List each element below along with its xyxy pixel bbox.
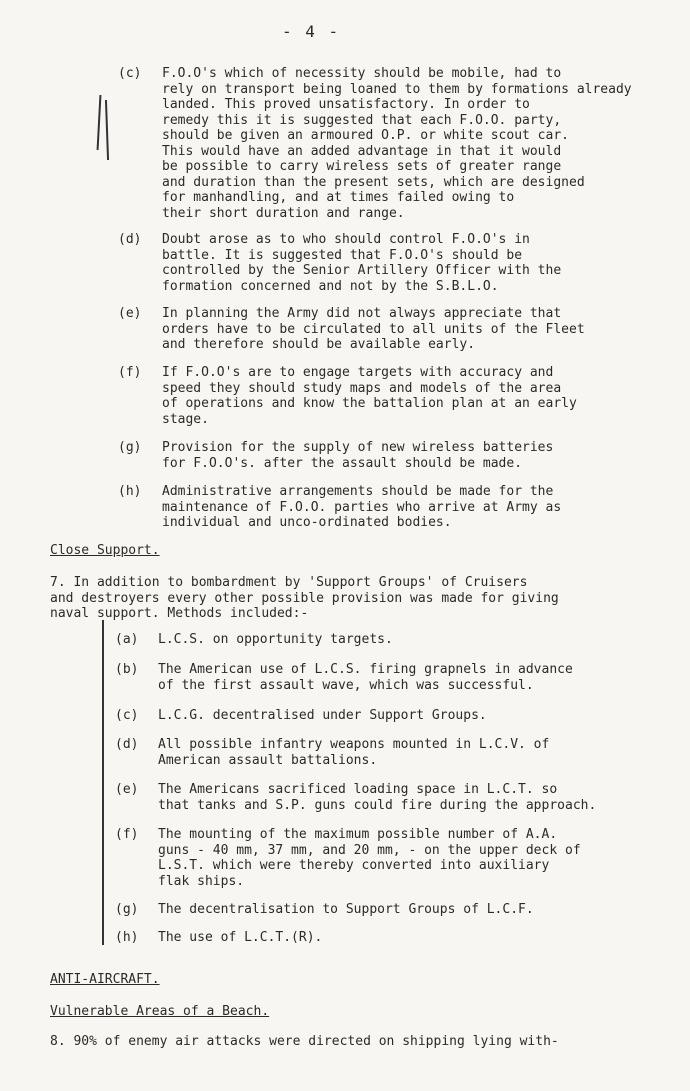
paragraph-7: 7. In addition to bombardment by 'Support Groups' of Cruisers and destroyers every other possible provision was made for giving naval support. Methods included:- bbox=[50, 575, 559, 621]
item-label: (d) bbox=[118, 232, 142, 247]
list-item bbox=[115, 930, 615, 946]
list-item bbox=[118, 306, 638, 353]
list-item bbox=[118, 484, 638, 531]
item-text: The decentralisation to Support Groups of L.C.F. bbox=[158, 902, 534, 917]
item-text: Administrative arrangements should be made for the maintenance of F.O.O. parties who arrive at Army as individual and unco-ordinated bodies. bbox=[162, 484, 562, 530]
list-item bbox=[115, 737, 615, 768]
item-text: All possible infantry weapons mounted in L.C.V. of American assault battalions. bbox=[158, 737, 550, 768]
item-text: The American use of L.C.S. firing grapnels in advance of the first assault wave, which was successful. bbox=[158, 662, 573, 693]
vulnerable-areas-heading: Vulnerable Areas of a Beach. bbox=[50, 1004, 270, 1019]
item-text: The use of L.C.T.(R). bbox=[158, 930, 323, 945]
item-label: (f) bbox=[118, 365, 142, 380]
page-number: - 4 - bbox=[282, 22, 341, 41]
close-support-heading: Close Support. bbox=[50, 543, 160, 558]
item-label: (c) bbox=[118, 66, 142, 81]
list-item bbox=[118, 365, 638, 427]
item-label: (h) bbox=[115, 930, 139, 945]
anti-aircraft-heading: ANTI-AIRCRAFT. bbox=[50, 972, 160, 987]
item-label: (c) bbox=[115, 708, 139, 723]
margin-mark bbox=[105, 100, 109, 160]
item-label: (g) bbox=[118, 440, 142, 455]
list-item bbox=[115, 782, 615, 813]
margin-mark bbox=[102, 620, 104, 945]
item-label: (a) bbox=[115, 632, 139, 647]
item-label: (b) bbox=[115, 662, 139, 677]
paragraph-8: 8. 90% of enemy air attacks were directed on shipping lying with- bbox=[50, 1034, 559, 1049]
item-label: (e) bbox=[115, 782, 139, 797]
item-label: (d) bbox=[115, 737, 139, 752]
item-text: If F.O.O's are to engage targets with accuracy and speed they should study maps and models of the area of operations and know the battalion plan at an early stage. bbox=[162, 365, 577, 427]
item-text: Doubt arose as to who should control F.O.O's in battle. It is suggested that F.O.O's should be controlled by the Senior Artillery Officer with the formation concerned and not by the S.B.L.O. bbox=[162, 232, 562, 294]
item-text: Provision for the supply of new wireless batteries for F.O.O's. after the assault should be made. bbox=[162, 440, 554, 471]
item-text: In planning the Army did not always appreciate that orders have to be circulated to all units of the Fleet and therefore should be available early. bbox=[162, 306, 585, 352]
list-item bbox=[115, 632, 615, 648]
item-text: L.C.G. decentralised under Support Groups. bbox=[158, 708, 487, 723]
item-label: (h) bbox=[118, 484, 142, 499]
item-label: (f) bbox=[115, 827, 139, 842]
item-text: L.C.S. on opportunity targets. bbox=[158, 632, 393, 647]
item-label: (g) bbox=[115, 902, 139, 917]
margin-mark bbox=[97, 95, 101, 150]
item-label: (e) bbox=[118, 306, 142, 321]
item-text: F.O.O's which of necessity should be mobile, had to rely on transport being loaned to them by formations already landed. This proved unsatisfactory. In order to remedy this it is suggested that each F.O.O. party, should be given an armoured O.P. or white scout car. This would have an added advantage in that it would be possible to carry wireless sets of greater range and duration than the present sets, which are designed for manhandling, and at times failed owing to their short duration and range. bbox=[162, 66, 632, 221]
list-item bbox=[115, 902, 615, 918]
item-text: The Americans sacrificed loading space in L.C.T. so that tanks and S.P. guns could fire during the approach. bbox=[158, 782, 597, 813]
list-item bbox=[118, 232, 638, 294]
list-item bbox=[115, 827, 615, 889]
list-item bbox=[115, 662, 615, 693]
item-text: The mounting of the maximum possible number of A.A. guns - 40 mm, 37 mm, and 20 mm, - on the upper deck of L.S.T. which were thereby converted into auxiliary flak ships. bbox=[158, 827, 581, 889]
list-item bbox=[118, 440, 638, 471]
list-item bbox=[118, 66, 638, 221]
list-item bbox=[115, 708, 615, 724]
